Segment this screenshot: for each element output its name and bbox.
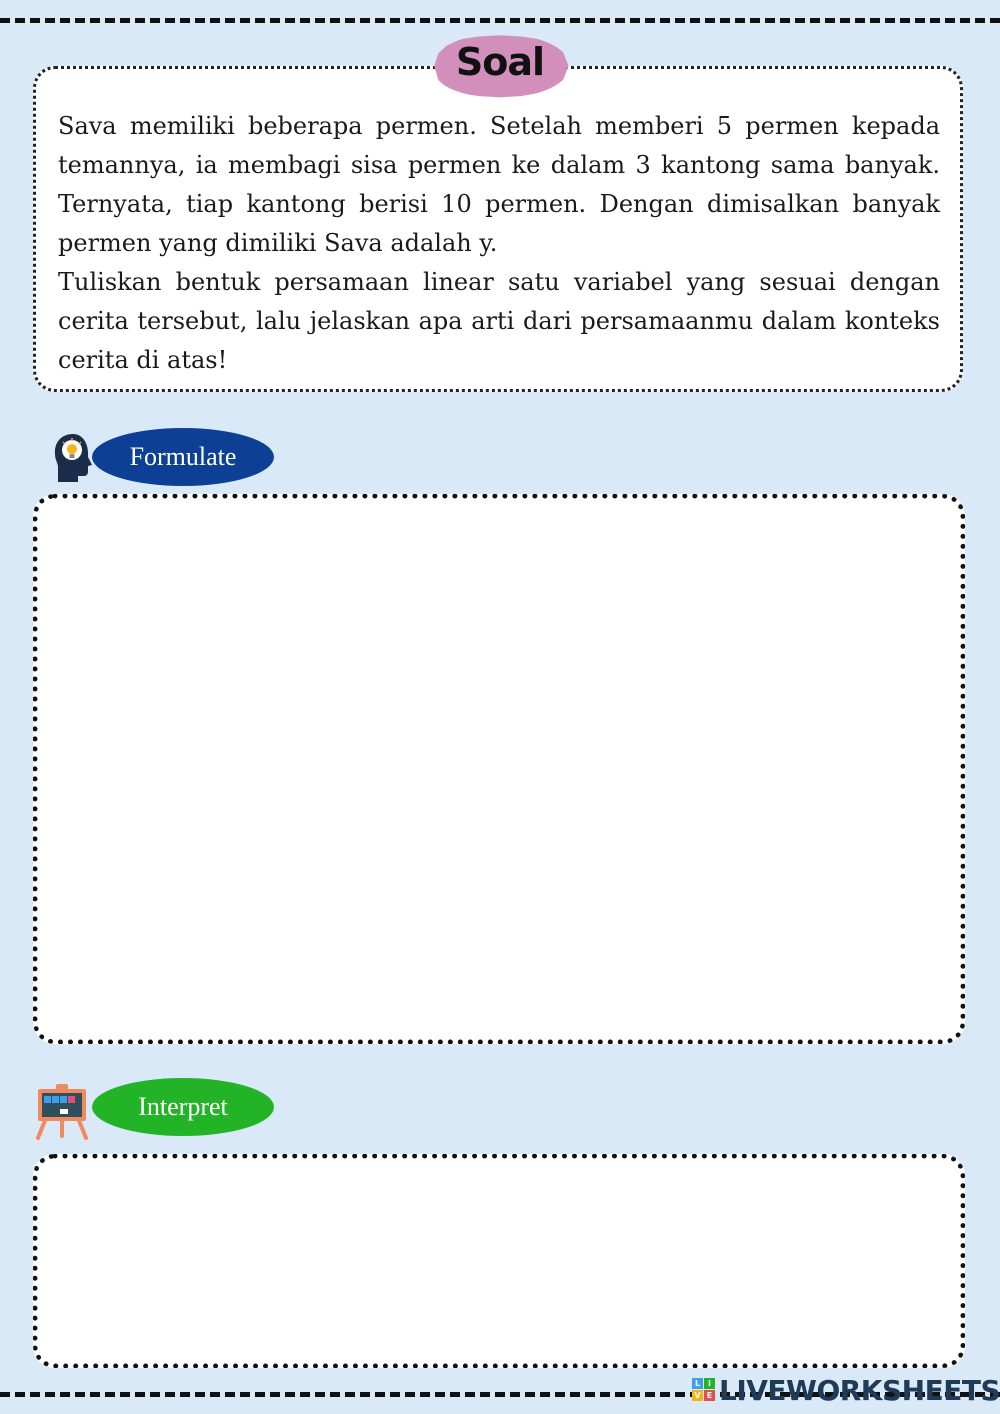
logo-mark-l: L (692, 1378, 703, 1389)
question-text (58, 107, 940, 380)
top-dashed-border (0, 18, 1000, 23)
interpret-answer-input[interactable] (38, 1159, 960, 1363)
logo-mark-i: I (704, 1378, 715, 1389)
question-paragraph-2: Tuliskan bentuk persamaan linear satu variabel yang sesuai dengan cerita tersebut, lalu jelaskan apa arti dari persamaanmu dalam konteks cerita di atas! (58, 268, 940, 374)
question-title: Soal (455, 40, 545, 84)
head-lightbulb-icon (52, 432, 94, 484)
logo-mark-v: V (692, 1390, 703, 1401)
liveworksheets-mark-icon (692, 1378, 716, 1402)
logo-mark-e: E (704, 1390, 715, 1401)
formulate-answer-box[interactable] (33, 494, 965, 1044)
formulate-answer-input[interactable] (38, 499, 960, 1039)
chalkboard-icon (34, 1082, 90, 1140)
formulate-label: Formulate (92, 428, 274, 486)
interpret-answer-box[interactable] (33, 1154, 965, 1368)
question-card (33, 66, 963, 392)
question-paragraph-1: Sava memiliki beberapa permen. Setelah memberi 5 permen kepada temannya, ia membagi sisa permen ke dalam 3 kantong sama banyak. Ternyata, tiap kantong berisi 10 permen. Dengan dimisalkan banyak permen yang dimiliki Sava adalah y. (58, 112, 940, 257)
logo-text: LIVEWORKSHEETS (719, 1373, 1000, 1407)
interpret-label: Interpret (92, 1078, 274, 1136)
liveworksheets-logo (692, 1374, 1000, 1406)
